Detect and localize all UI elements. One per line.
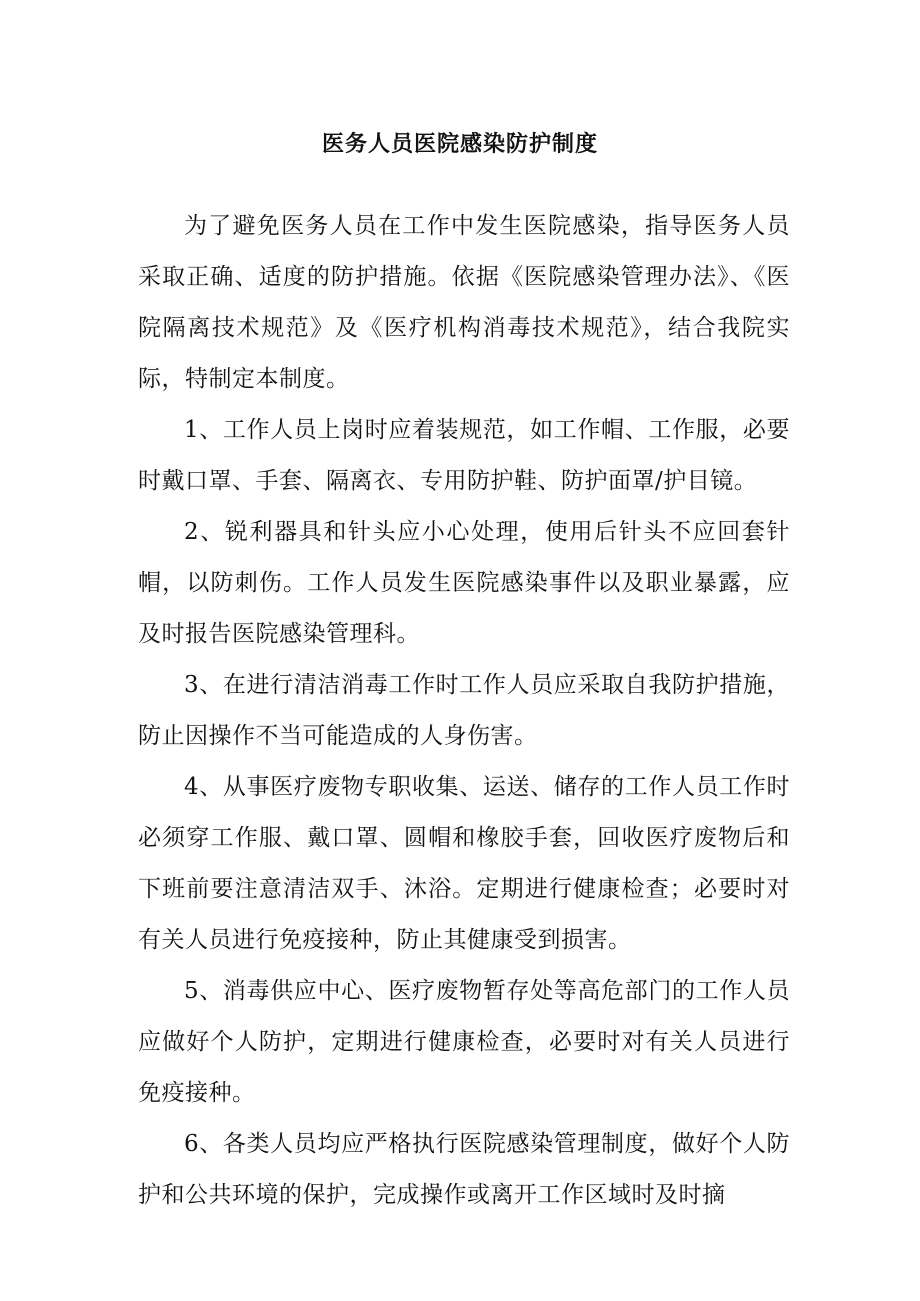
paragraph-item-6: 6、各类人员均应严格执行医院感染管理制度，做好个人防护和公共环境的保护，完成操作或离开工作区域时及时摘 [138, 1131, 790, 1208]
paragraph-item-3: 3、在进行清洁消毒工作时工作人员应采取自我防护措施，防止因操作不当可能造成的人身伤害。 [138, 672, 790, 749]
document-title: 医务人员医院感染防护制度 [321, 132, 598, 157]
paragraph-item-1: 1、工作人员上岗时应着装规范，如工作帽、工作服，必要时戴口罩、手套、隔离衣、专用防护鞋、防护面罩/护目镜。 [138, 417, 790, 494]
paragraph-intro: 为了避免医务人员在工作中发生医院感染，指导医务人员采取正确、适度的防护措施。依据《医院感染管理办法》、《医院隔离技术规范》及《医疗机构消毒技术规范》，结合我院实际，特制定本制度。 [138, 213, 790, 392]
paragraph-item-2: 2、锐利器具和针头应小心处理，使用后针头不应回套针帽，以防刺伤。工作人员发生医院感染事件以及职业暴露，应及时报告医院感染管理科。 [138, 519, 790, 647]
paragraph-item-5: 5、消毒供应中心、医疗废物暂存处等高危部门的工作人员应做好个人防护，定期进行健康检查，必要时对有关人员进行免疫接种。 [138, 978, 790, 1106]
paragraph-item-4: 4、从事医疗废物专职收集、运送、储存的工作人员工作时必须穿工作服、戴口罩、圆帽和橡胶手套，回收医疗废物后和下班前要注意清洁双手、沐浴。定期进行健康检查；必要时对有关人员进行免疫接种，防止其健康受到损害。 [138, 774, 790, 953]
document-body [138, 201, 790, 1221]
